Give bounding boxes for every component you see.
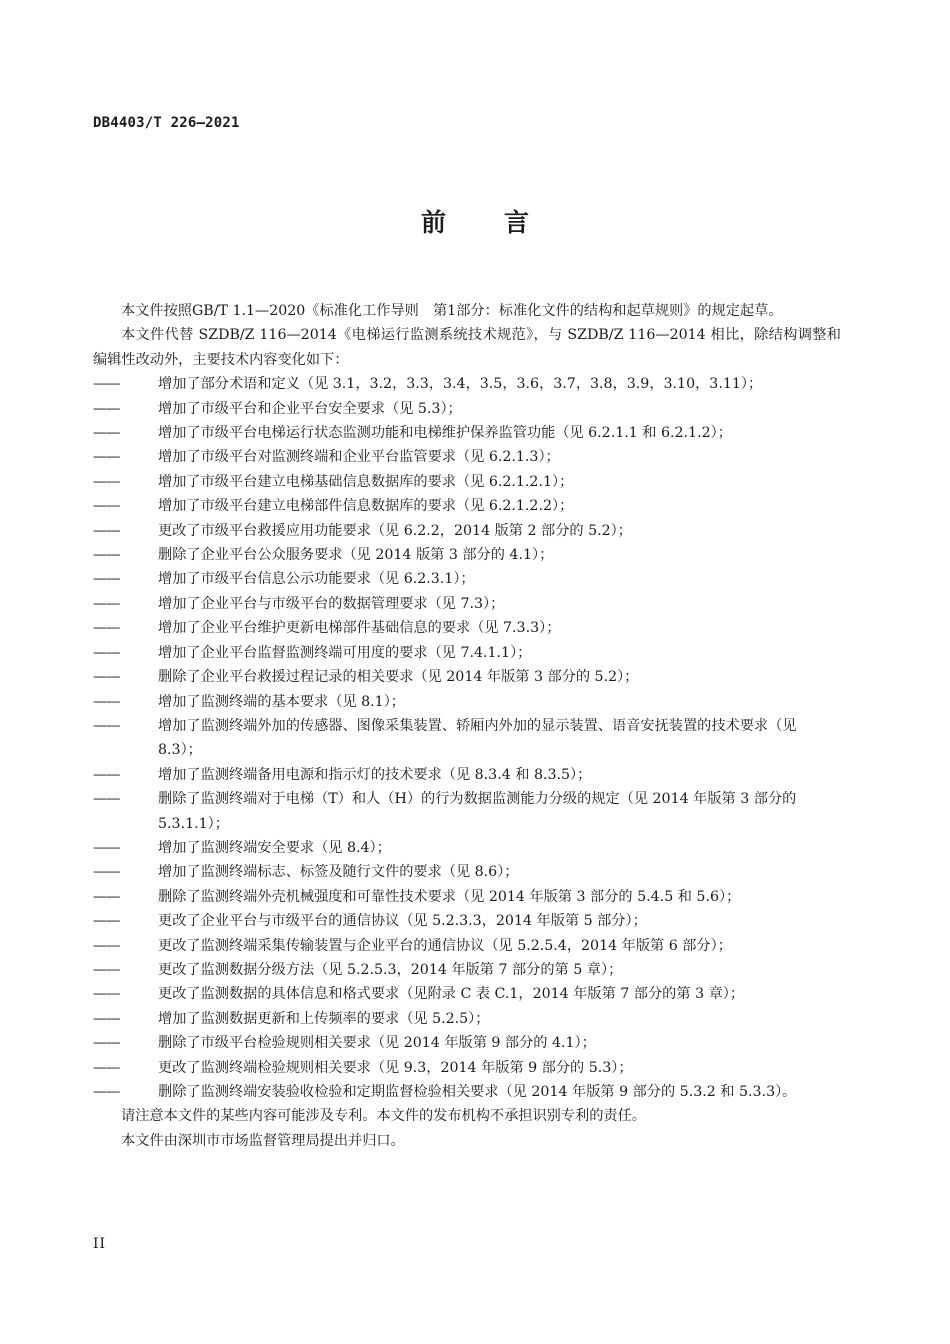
dash-marker: —— <box>93 1035 120 1052</box>
dash-marker: —— <box>93 717 120 734</box>
change-item <box>93 690 841 714</box>
change-item-text: 更改了监测数据分级方法（见 5.2.5.3，2014 年版第 7 部分的第 5 章）； <box>158 961 623 978</box>
dash-marker: —— <box>93 864 120 881</box>
change-item-text: 删除了企业平台公众服务要求（见 2014 版第 3 部分的 4.1）； <box>158 547 554 564</box>
change-item <box>93 372 841 396</box>
dash-marker: —— <box>93 473 120 490</box>
changes-list <box>93 372 841 1104</box>
change-item-text: 增加了部分术语和定义（见 3.1，3.2，3.3，3.4，3.5，3.6，3.7，3.8，3.9，3.10，3.11）； <box>158 376 763 393</box>
change-item <box>93 567 841 591</box>
change-item <box>93 1056 841 1080</box>
change-item-text: 增加了市级平台和企业平台安全要求（见 5.3）； <box>158 400 462 417</box>
intro-paragraph-2: 本文件代替 SZDB/Z 116—2014《电梯运行监测系统技术规范》，与 SZDB/Z 116—2014 相比，除结构调整和编辑性改动外，主要技术内容变化如下： <box>93 327 841 368</box>
dash-marker: —— <box>93 937 120 954</box>
change-item-text: 删除了监测终端对于电梯（T）和人（H）的行为数据监测能力分级的规定（见 2014 年版第 3 部分的 5.3.1.1）； <box>158 791 797 832</box>
dash-marker: —— <box>93 595 120 612</box>
change-item <box>93 1080 841 1104</box>
change-item <box>93 519 841 543</box>
dash-marker: —— <box>93 839 120 856</box>
change-item <box>93 1007 841 1031</box>
dash-marker: —— <box>93 644 120 661</box>
patent-notice: 请注意本文件的某些内容可能涉及专利。本文件的发布机构不承担识别专利的责任。 <box>121 1108 646 1125</box>
change-item <box>93 470 841 494</box>
dash-marker: —— <box>93 766 120 783</box>
change-item-text: 删除了监测终端安装验收检验和定期监督检验相关要求（见 2014 年版第 9 部分的 5.3.2 和 5.3.3）。 <box>158 1084 797 1100</box>
change-item-text: 删除了企业平台救援过程记录的相关要求（见 2014 年版第 3 部分的 5.2）； <box>158 669 639 686</box>
dash-marker: —— <box>93 547 120 564</box>
dash-marker: —— <box>93 961 120 978</box>
dash-marker: —— <box>93 571 120 588</box>
dash-marker: —— <box>93 449 120 466</box>
change-item <box>93 592 841 616</box>
document-code: DB4403/T 226—2021 <box>93 115 240 131</box>
change-item-text: 增加了监测终端标志、标签及随行文件的要求（见 8.6）； <box>158 864 519 881</box>
change-item-text: 增加了监测终端外加的传感器、图像采集装置、轿厢内外加的显示装置、语音安抚装置的技术要求（见 8.3）； <box>158 717 797 759</box>
page-title: 前言 <box>420 208 587 237</box>
dash-marker: —— <box>93 1059 120 1076</box>
change-item <box>93 445 841 469</box>
change-item-text: 更改了监测数据的具体信息和格式要求（见附录 C 表 C.1，2014 年版第 7 部分的第 3 章）； <box>158 986 745 1003</box>
change-item <box>93 421 841 445</box>
change-item <box>93 787 841 836</box>
change-item <box>93 909 841 933</box>
dash-marker: —— <box>93 425 120 442</box>
dash-marker: —— <box>93 620 120 637</box>
change-item-text: 增加了市级平台对监测终端和企业平台监管要求（见 6.2.1.3）； <box>158 449 560 466</box>
dash-marker: —— <box>93 400 120 417</box>
dash-marker: —— <box>93 376 120 393</box>
dash-marker: —— <box>93 1084 120 1100</box>
change-item <box>93 885 841 909</box>
change-item <box>93 665 841 689</box>
change-item-text: 增加了企业平台与市级平台的数据管理要求（见 7.3）； <box>158 595 505 612</box>
change-item <box>93 958 841 982</box>
dash-marker: —— <box>93 522 120 539</box>
dash-marker: —— <box>93 669 120 686</box>
page-number: II <box>93 1236 107 1252</box>
change-item-text: 增加了市级平台电梯运行状态监测功能和电梯维护保养监管功能（见 6.2.1.1 和 6.2.1.2）； <box>158 425 732 442</box>
change-item <box>93 1031 841 1055</box>
dash-marker: —— <box>93 498 120 515</box>
change-item <box>93 982 841 1006</box>
change-item-text: 增加了市级平台建立电梯基础信息数据库的要求（见 6.2.1.2.1）； <box>158 473 574 490</box>
change-item-text: 增加了市级平台建立电梯部件信息数据库的要求（见 6.2.1.2.2）； <box>158 498 574 515</box>
document-body <box>93 299 841 1153</box>
change-item-text: 更改了监测终端采集传输装置与企业平台的通信协议（见 5.2.5.4，2014 年版第 6 部分）； <box>158 937 732 954</box>
change-item-text: 增加了监测终端安全要求（见 8.4）； <box>158 839 391 856</box>
change-item <box>93 763 841 787</box>
change-item-text: 删除了市级平台检验规则相关要求（见 2014 年版第 9 部分的 4.1）； <box>158 1035 596 1052</box>
change-item-text: 增加了监测终端的基本要求（见 8.1）； <box>158 693 405 710</box>
change-item-text: 更改了企业平台与市级平台的通信协议（见 5.2.3.3，2014 年版第 5 部分）； <box>158 913 647 930</box>
change-item <box>93 543 841 567</box>
change-item <box>93 860 841 884</box>
change-item-text: 增加了市级平台信息公示功能要求（见 6.2.3.1）； <box>158 571 475 588</box>
change-item-text: 更改了监测终端检验规则相关要求（见 9.3，2014 年版第 9 部分的 5.3）； <box>158 1059 633 1076</box>
proposer-statement: 本文件由深圳市市场监督管理局提出并归口。 <box>121 1132 405 1149</box>
dash-marker: —— <box>93 1010 120 1027</box>
change-item-text: 更改了市级平台救援应用功能要求（见 6.2.2，2014 版第 2 部分的 5.2）； <box>158 522 632 539</box>
dash-marker: —— <box>93 888 120 905</box>
change-item <box>93 934 841 958</box>
change-item-text: 删除了监测终端外壳机械强度和可靠性技术要求（见 2014 年版第 3 部分的 5.4.5 和 5.6）； <box>158 888 741 905</box>
change-item-text: 增加了监测数据更新和上传频率的要求（见 5.2.5）； <box>158 1010 490 1027</box>
change-item <box>93 397 841 421</box>
dash-marker: —— <box>93 693 120 710</box>
change-item-text: 增加了企业平台维护更新电梯部件基础信息的要求（见 7.3.3）； <box>158 620 561 637</box>
change-item <box>93 494 841 518</box>
change-item-text: 增加了企业平台监督监测终端可用度的要求（见 7.4.1.1）； <box>158 644 532 661</box>
change-item <box>93 836 841 860</box>
intro-paragraph-1: 本文件按照GB/T 1.1—2020《标准化工作导则 第1部分：标准化文件的结构和起草规则》的规定起草。 <box>121 303 783 319</box>
change-item-text: 增加了监测终端备用电源和指示灯的技术要求（见 8.3.4 和 8.3.5）； <box>158 766 592 783</box>
change-item <box>93 641 841 665</box>
dash-marker: —— <box>93 791 120 808</box>
change-item <box>93 616 841 640</box>
change-item <box>93 714 841 763</box>
dash-marker: —— <box>93 913 120 930</box>
dash-marker: —— <box>93 986 120 1003</box>
